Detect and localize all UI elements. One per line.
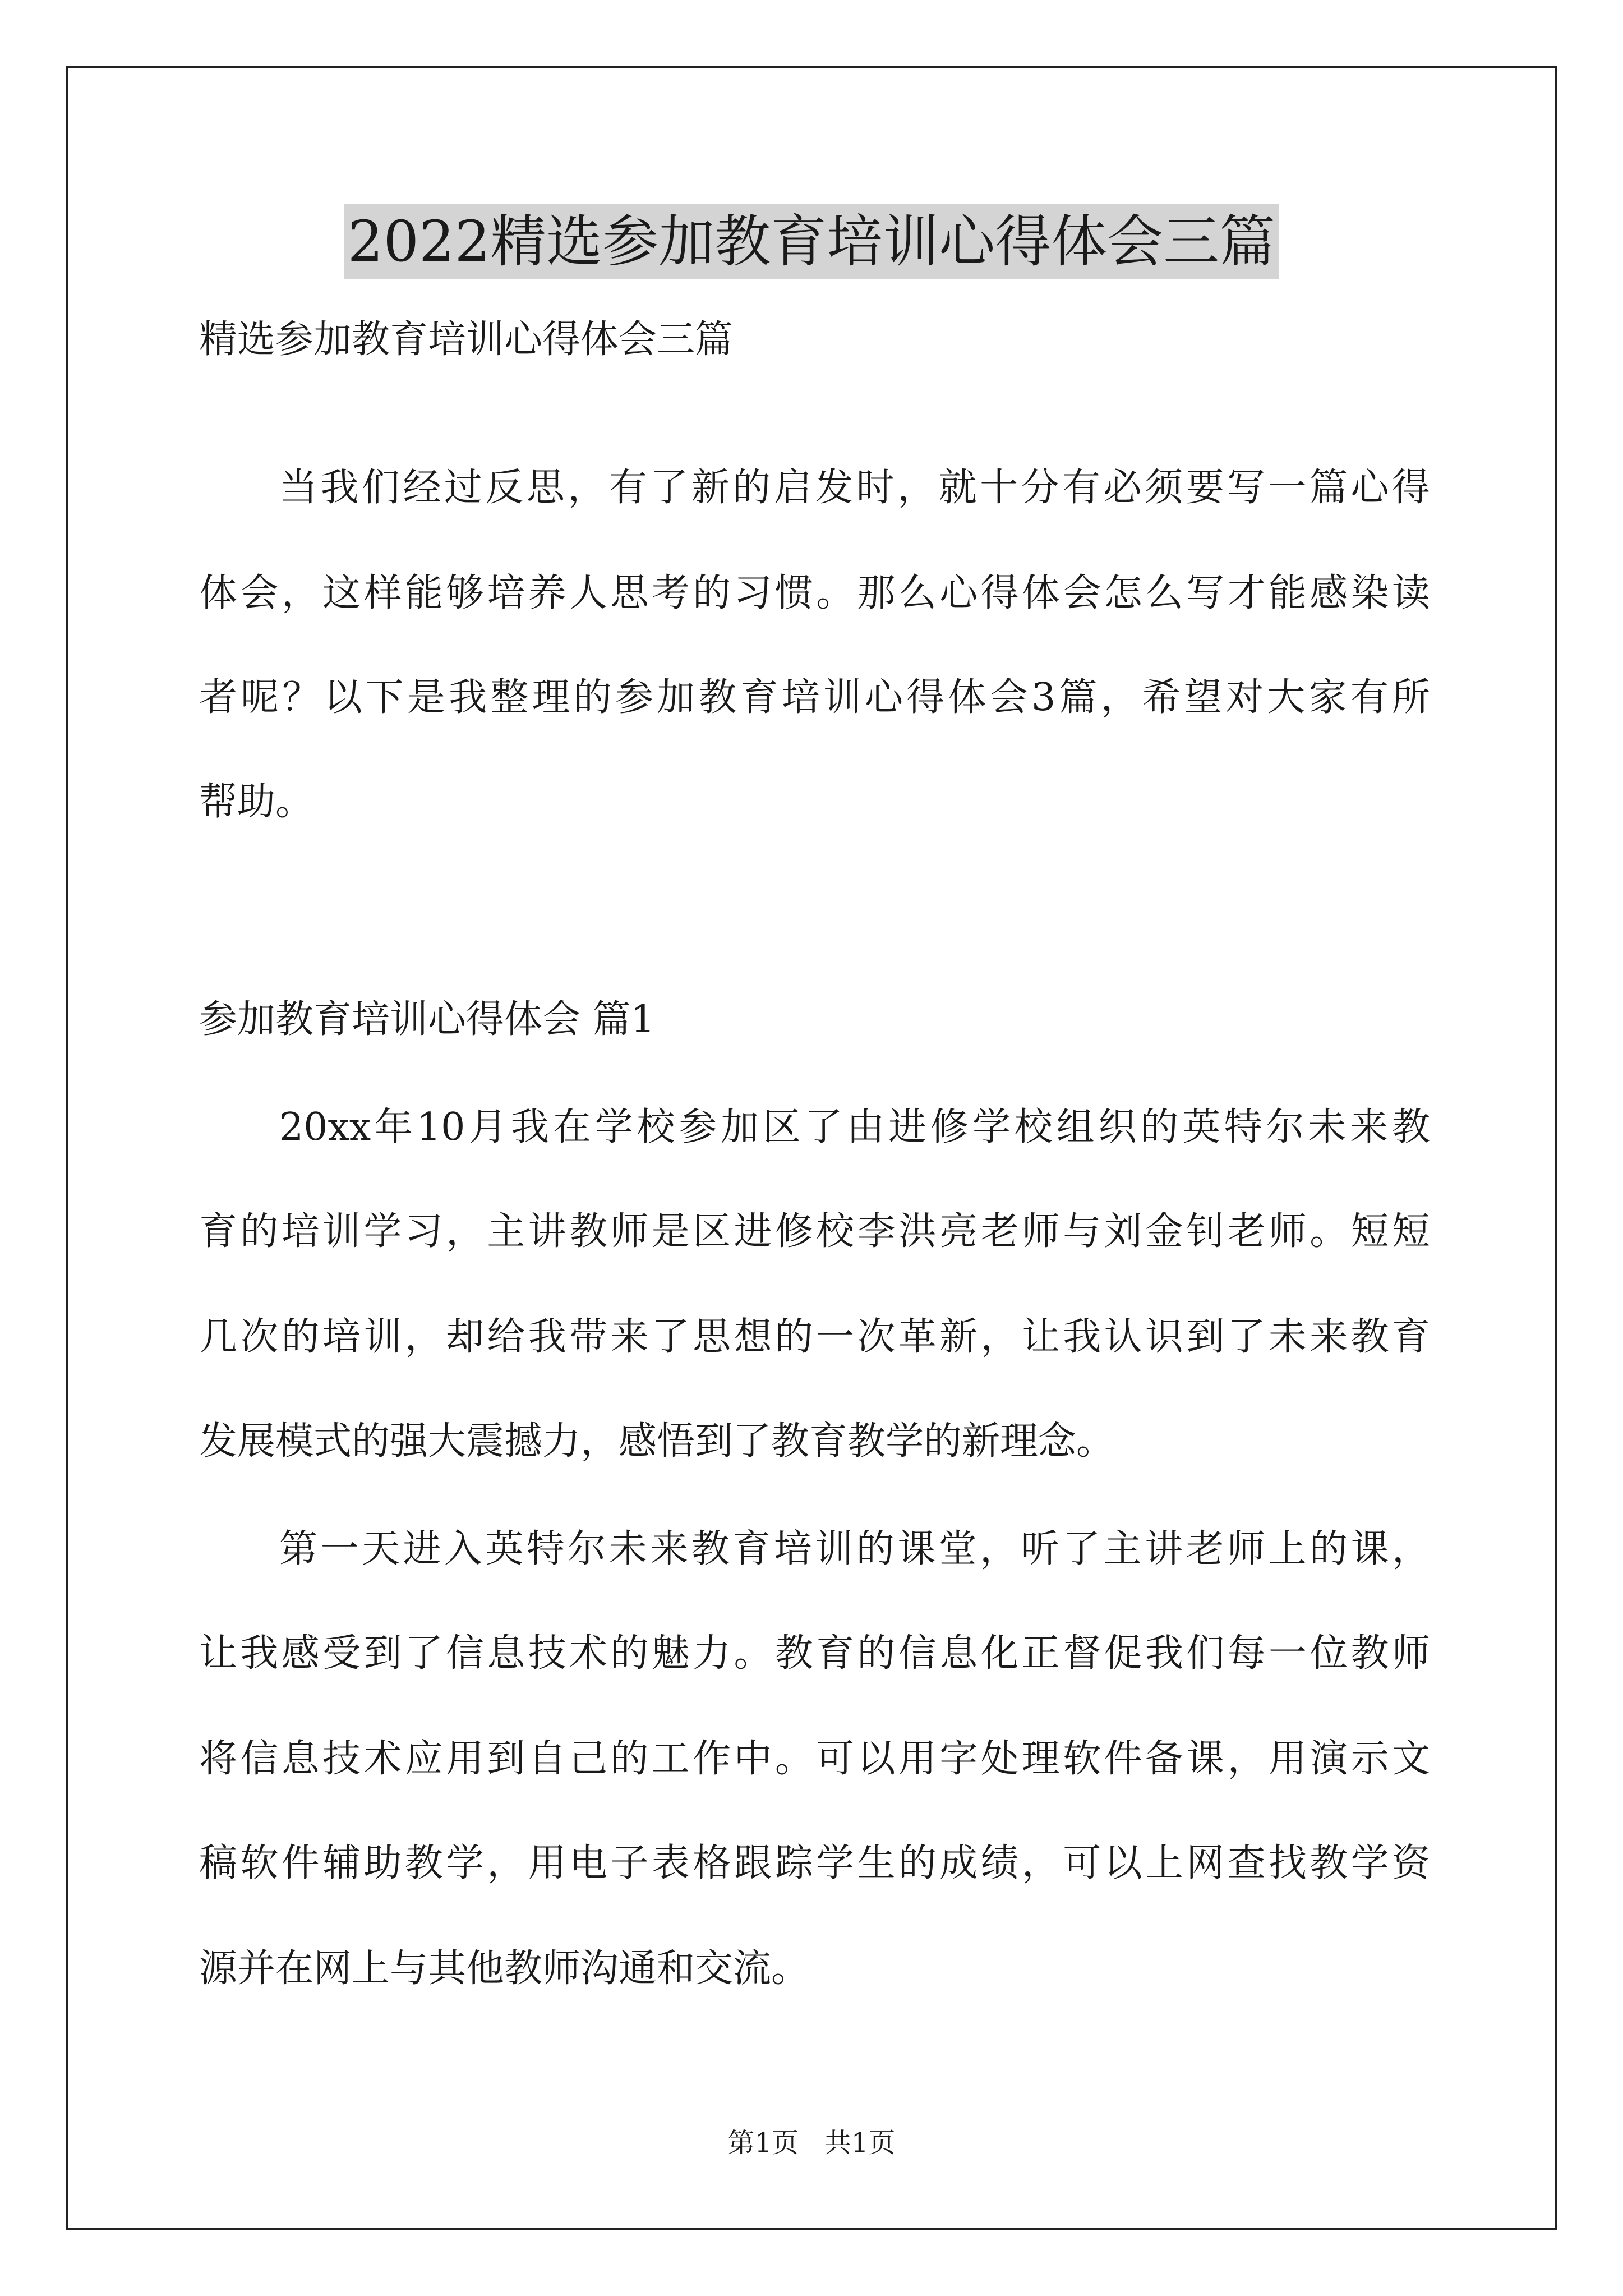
intro-line: 帮助。	[199, 780, 314, 824]
paragraph-line: 发展模式的强大震撼力，感悟到了教育教学的新理念。	[199, 1419, 1115, 1464]
section-heading: 参加教育培训心得体会 篇1	[199, 997, 655, 1042]
paragraph-line: 育的培训学习，主讲教师是区进修校李洪亮老师与刘金钊老师。短短	[199, 1209, 1430, 1254]
paragraph-line: 让我感受到了信息技术的魅力。教育的信息化正督促我们每一位教师	[199, 1631, 1430, 1676]
page-footer: 第1页 共1页	[727, 2127, 896, 2159]
intro-line: 者呢？以下是我整理的参加教育培训心得体会3篇，希望对大家有所	[199, 675, 1430, 720]
intro-line: 当我们经过反思，有了新的启发时，就十分有必须要写一篇心得	[279, 466, 1430, 510]
paragraph-line: 稿软件辅助教学，用电子表格跟踪学生的成绩，可以上网查找教学资	[199, 1841, 1430, 1885]
paragraph-line: 几次的培训，却给我带来了思想的一次革新，让我认识到了未来教育	[199, 1315, 1430, 1359]
paragraph-line: 源并在网上与其他教师沟通和交流。	[199, 1947, 810, 1991]
intro-line: 体会，这样能够培养人思考的习惯。那么心得体会怎么写才能感染读	[199, 571, 1430, 615]
paragraph-line: 20xx年10月我在学校参加区了由进修学校组织的英特尔未来教	[279, 1105, 1430, 1149]
document-subtitle: 精选参加教育培训心得体会三篇	[199, 318, 734, 362]
paragraph-line: 第一天进入英特尔未来教育培训的课堂，听了主讲老师上的课，	[279, 1527, 1430, 1571]
document-title: 2022精选参加教育培训心得体会三篇	[0, 203, 1623, 280]
paragraph-line: 将信息技术应用到自己的工作中。可以用字处理软件备课，用演示文	[199, 1737, 1430, 1781]
